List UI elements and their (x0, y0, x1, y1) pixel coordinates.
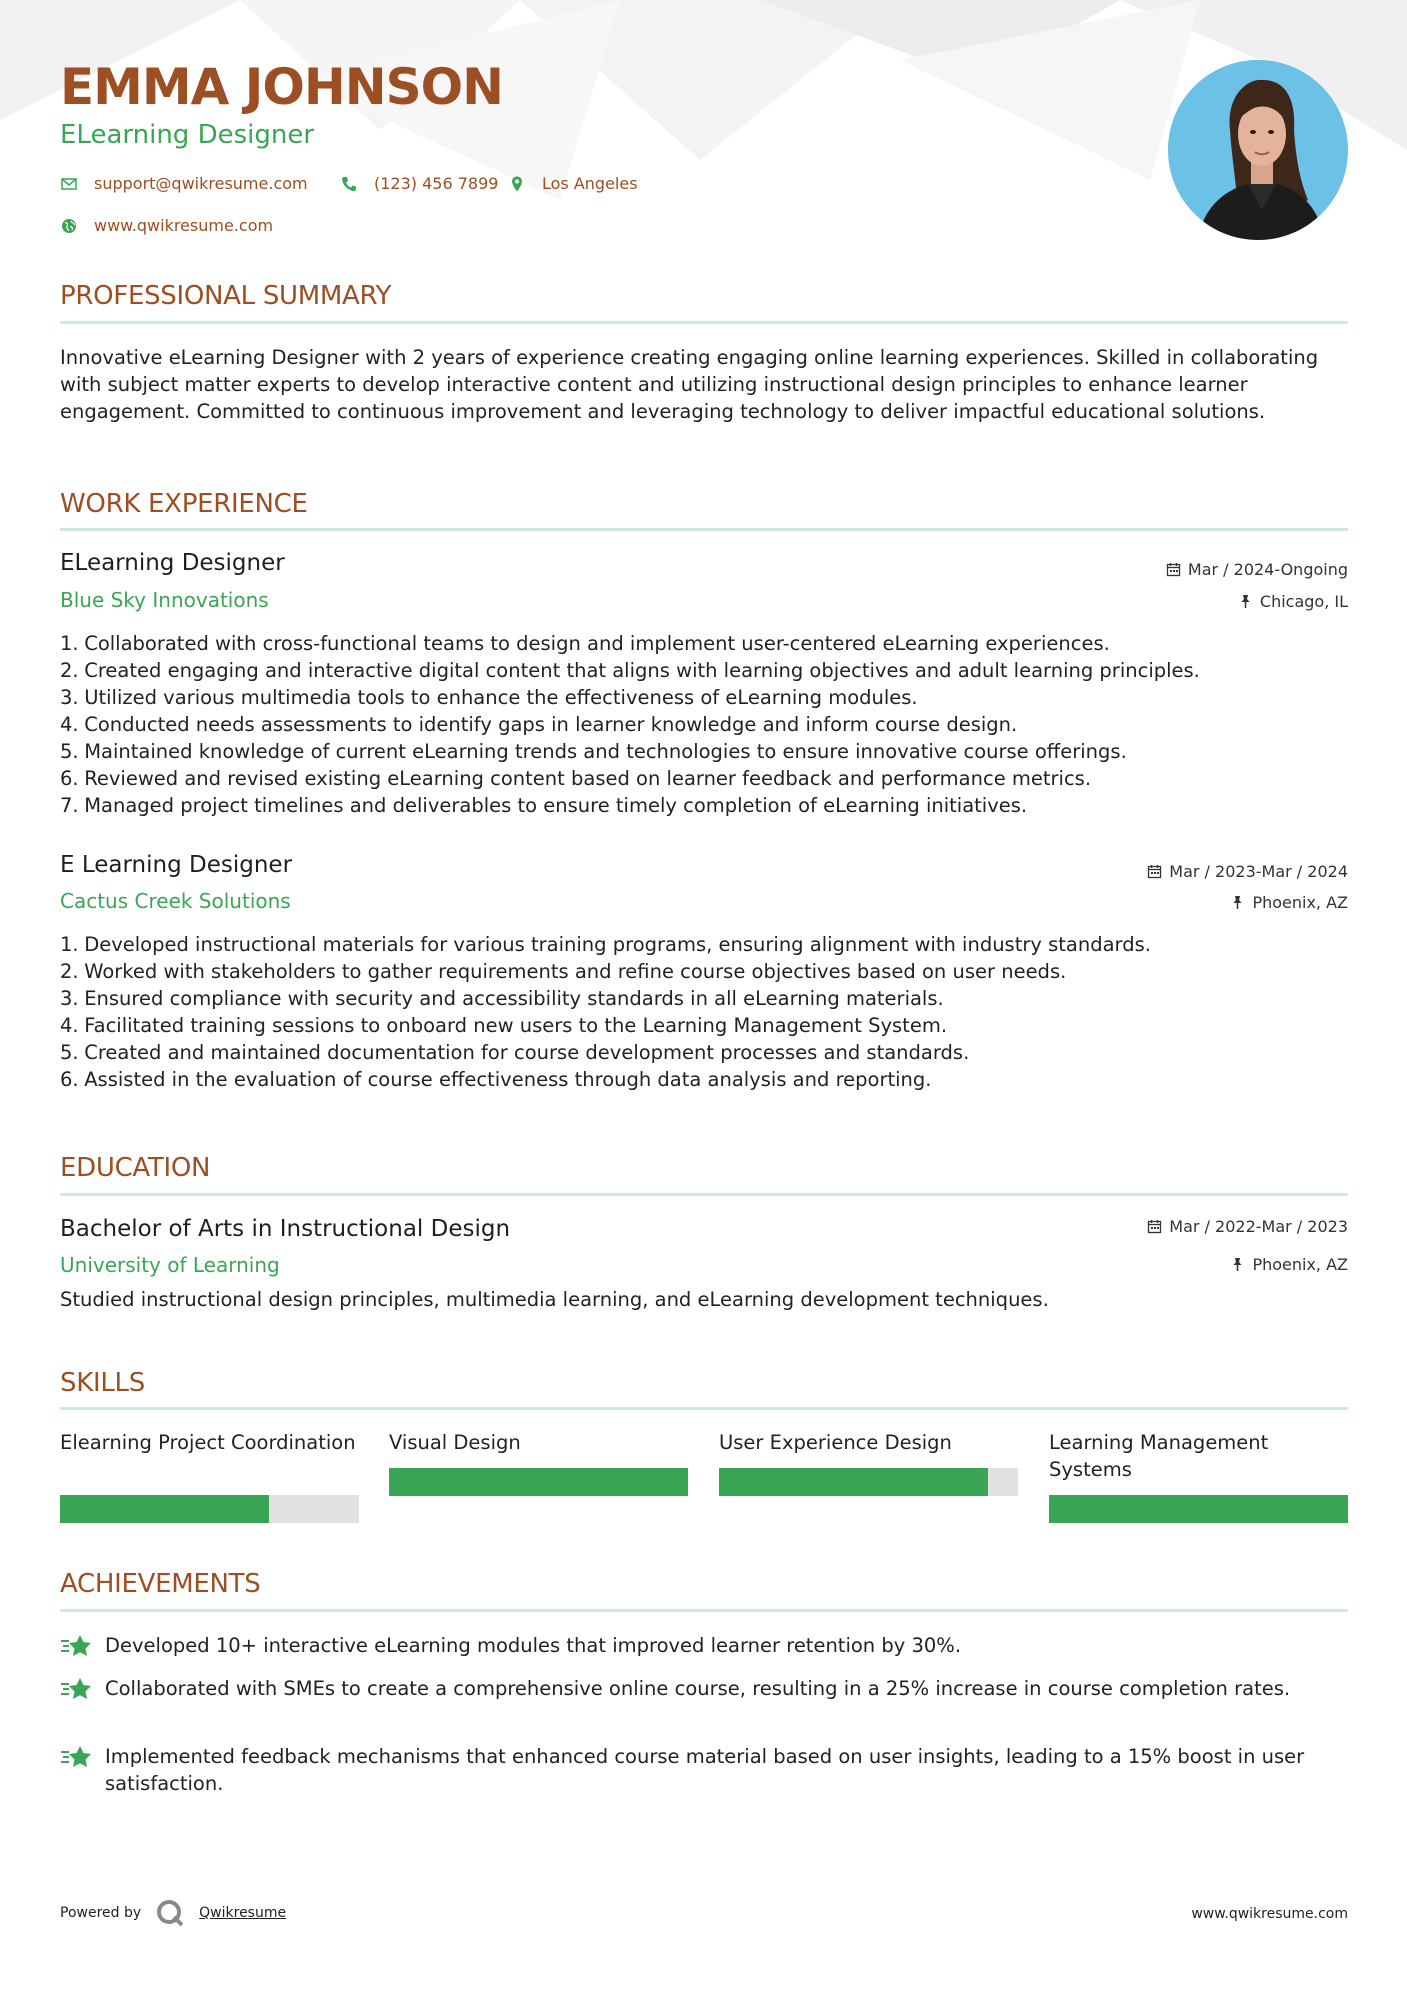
list-item: 5. Maintained knowledge of current eLearning trends and technologies to ensure innovative course offerings. (60, 740, 1127, 763)
brand-link[interactable]: Qwikresume (199, 1905, 287, 1921)
section-divider (60, 528, 1348, 531)
pin-icon (1238, 594, 1253, 609)
globe-icon (60, 217, 78, 235)
contact-location (508, 174, 638, 193)
skill-bar (389, 1468, 688, 1496)
envelope-icon (60, 175, 78, 193)
phone-icon (340, 175, 358, 193)
achievements-heading: ACHIEVEMENTS (60, 1569, 261, 1599)
achievement-item (60, 1675, 1350, 1703)
job-location-text: Phoenix, AZ (1252, 893, 1348, 912)
contact-website[interactable] (60, 216, 273, 235)
skill-bar-fill (719, 1468, 988, 1496)
calendar-icon (1147, 864, 1162, 879)
list-item: 4. Conducted needs assessments to identify gaps in learner knowledge and inform course design. (60, 713, 1018, 736)
powered-by-label: Powered by (60, 1905, 142, 1921)
achievement-text: Collaborated with SMEs to create a comprehensive online course, resulting in a 25% increase in course completion rates. (105, 1677, 1291, 1700)
job-title: ELearning Designer (60, 550, 285, 576)
education-dates (1147, 1217, 1348, 1236)
job-responsibilities (60, 630, 1350, 819)
candidate-name: EMMA JOHNSON (60, 58, 503, 116)
job-dates (1166, 560, 1348, 579)
list-item: 6. Reviewed and revised existing eLearning content based on learner feedback and performance metrics. (60, 767, 1092, 790)
profile-photo (1168, 60, 1348, 240)
star-icon (60, 1743, 94, 1771)
job-location-text: Chicago, IL (1259, 592, 1348, 611)
skill-name: Visual Design (389, 1431, 521, 1454)
education-location (1230, 1255, 1348, 1274)
pin-icon (1230, 895, 1245, 910)
list-item: 4. Facilitated training sessions to onboard new users to the Learning Management System. (60, 1014, 948, 1037)
skill-name: Elearning Project Coordination (60, 1431, 356, 1454)
list-item: 6. Assisted in the evaluation of course effectiveness through data analysis and reporting. (60, 1068, 932, 1091)
website-text: www.qwikresume.com (94, 216, 274, 235)
section-divider (60, 1609, 1348, 1612)
skill-bar-fill (60, 1495, 269, 1523)
job-title: E Learning Designer (60, 852, 293, 878)
job-company: Blue Sky Innovations (60, 588, 269, 612)
job-dates-text: Mar / 2024-Ongoing (1187, 560, 1348, 579)
skill-bar (719, 1468, 1018, 1496)
calendar-icon (1147, 1219, 1162, 1234)
calendar-icon (1166, 562, 1181, 577)
job-company: Cactus Creek Solutions (60, 889, 291, 913)
job-dates (1147, 862, 1348, 881)
job-dates-text: Mar / 2023-Mar / 2024 (1169, 862, 1348, 881)
achievement-item (60, 1632, 1350, 1660)
job-responsibilities (60, 931, 1350, 1093)
achievement-item (60, 1743, 1350, 1797)
skill-name: User Experience Design (719, 1431, 952, 1454)
degree-title: Bachelor of Arts in Instructional Design (60, 1216, 511, 1242)
education-description: Studied instructional design principles, multimedia learning, and eLearning development techniques. (60, 1288, 1049, 1311)
star-icon (60, 1675, 94, 1703)
email-text: support@qwikresume.com (94, 174, 308, 193)
school-name: University of Learning (60, 1253, 280, 1277)
footer-website[interactable]: www.qwikresume.com (1191, 1906, 1348, 1922)
skills-heading: SKILLS (60, 1368, 145, 1398)
skill-bar (1049, 1495, 1348, 1523)
education-dates-text: Mar / 2022-Mar / 2023 (1169, 1217, 1348, 1236)
pin-icon (1230, 1257, 1245, 1272)
map-marker-icon (508, 175, 526, 193)
job-location (1230, 893, 1348, 912)
section-divider (60, 1193, 1348, 1196)
skill-name: Learning Management Systems (1049, 1431, 1269, 1481)
section-divider (60, 321, 1348, 324)
star-icon (60, 1632, 94, 1660)
summary-heading: PROFESSIONAL SUMMARY (60, 281, 392, 311)
contact-email[interactable] (60, 174, 308, 193)
phone-text: (123) 456 7899 (374, 174, 499, 193)
list-item: 3. Ensured compliance with security and accessibility standards in all eLearning materials. (60, 987, 944, 1010)
skill-bar-fill (389, 1468, 688, 1496)
list-item: 3. Utilized various multimedia tools to enhance the effectiveness of eLearning modules. (60, 686, 918, 709)
achievement-text: Implemented feedback mechanisms that enhanced course material based on user insights, leading to a 15% boost in user satisfaction. (105, 1745, 1305, 1795)
contact-phone[interactable] (340, 174, 498, 193)
list-item: 1. Collaborated with cross-functional teams to design and implement user-centered eLearning experiences. (60, 632, 1110, 655)
experience-heading: WORK EXPERIENCE (60, 489, 308, 519)
summary-text: Innovative eLearning Designer with 2 years of experience creating engaging online learning experiences. Skilled in collaborating with subject matter experts to develop interactive content and utilizing instructional design principles to enhance learner engagement. Committed to continuous improvement and leveraging technology to deliver impactful educational solutions. (60, 346, 1319, 423)
list-item: 5. Created and maintained documentation for course development processes and standards. (60, 1041, 970, 1064)
education-location-text: Phoenix, AZ (1252, 1255, 1348, 1274)
location-text: Los Angeles (542, 174, 638, 193)
achievement-text: Developed 10+ interactive eLearning modules that improved learner retention by 30%. (105, 1634, 962, 1657)
job-location (1238, 592, 1348, 611)
list-item: 1. Developed instructional materials for various training programs, ensuring alignment with industry standards. (60, 933, 1151, 956)
section-divider (60, 1407, 1348, 1410)
skill-bar-fill (1049, 1495, 1348, 1523)
candidate-role: ELearning Designer (60, 120, 315, 150)
list-item: 2. Created engaging and interactive digital content that aligns with learning objectives and adult learning principles. (60, 659, 1200, 682)
footer-powered-by (60, 1898, 286, 1928)
qwikresume-logo (155, 1898, 185, 1928)
list-item: 2. Worked with stakeholders to gather requirements and refine course objectives based on user needs. (60, 960, 1067, 983)
skill-bar (60, 1495, 359, 1523)
education-heading: EDUCATION (60, 1153, 211, 1183)
list-item: 7. Managed project timelines and deliverables to ensure timely completion of eLearning initiatives. (60, 794, 1028, 817)
